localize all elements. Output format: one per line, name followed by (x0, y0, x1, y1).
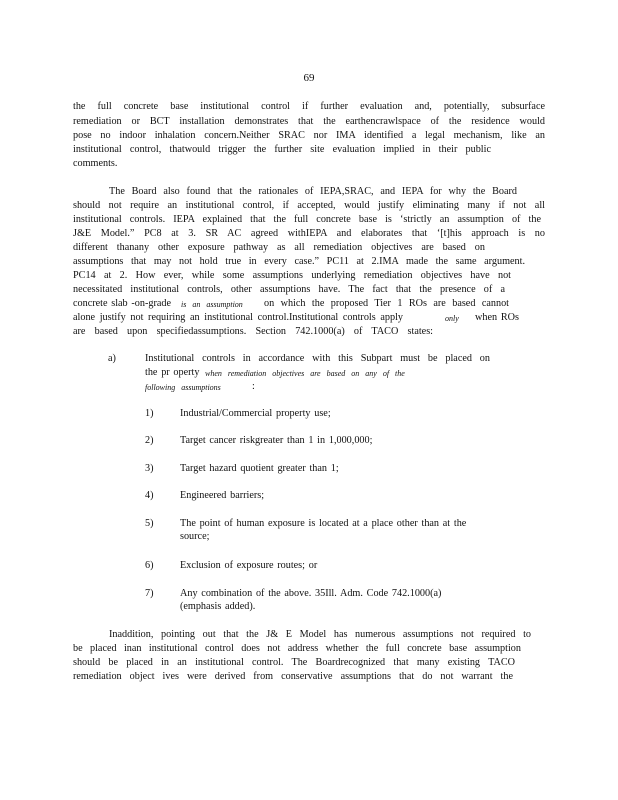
item-a-line-3-colon: : (252, 381, 255, 392)
item-a-line-2-italic: when remediation objectives are based on any of the (205, 369, 405, 378)
paragraph-2-line-8: necessitated institutional controls, other assumptions have. The fact that the presence of a (73, 284, 505, 295)
paragraph-3-line-4: remediation object ives were derived from conservative assumptions that do not warrant the (73, 671, 513, 682)
sub-item-6-number: 6) (145, 560, 154, 571)
paragraph-2-line-2: should not require an institutional control, if accepted, would justify eliminating many if not all (73, 200, 545, 211)
paragraph-2-line-10-italic: only (445, 314, 459, 323)
paragraph-2-line-11: are based upon specifiedassumptions. Section 742.1000(a) of TACO states: (73, 326, 433, 337)
paragraph-2-line-4: J&E Model.” PC8 at 3. SR AC agreed withIEPA and elaborates that ‘[t]his approach is no (73, 228, 545, 239)
item-a-line-3-italic: following assumptions (145, 383, 221, 392)
paragraph-2-line-10-start: alone justify not requiring an institutional control.Institutional controls apply (73, 312, 403, 323)
paragraph-3-line-3: should be placed in an institutional control. The Boardrecognized that many existing TACO (73, 657, 515, 668)
paragraph-2-line-3: institutional controls. IEPA explained that the full concrete base is ‘strictly an assumption of the (73, 214, 541, 225)
paragraph-3-line-2: be placed inan institutional control does not address whether the full concrete base assumption (73, 643, 521, 654)
sub-item-2-text: Target cancer riskgreater than 1 in 1,000,000; (180, 435, 373, 446)
paragraph-1-line-4: institutional control, thatwould trigger the further site evaluation implied in their public (73, 144, 491, 155)
paragraph-1-line-5: comments. (73, 158, 118, 169)
paragraph-2-line-9-italic: is an assumption (181, 300, 243, 309)
paragraph-2-line-10-end: when ROs (475, 312, 519, 323)
sub-item-3-text: Target hazard quotient greater than 1; (180, 463, 339, 474)
sub-item-2-number: 2) (145, 435, 154, 446)
paragraph-2-line-5: different thanany other exposure pathway as all remediation objectives are based on (73, 242, 485, 253)
paragraph-2-line-9-end: on which the proposed Tier 1 ROs are based cannot (264, 298, 509, 309)
sub-item-7-text-continued: (emphasis added). (180, 601, 256, 612)
item-a-line-2-prefix: the pr operty (145, 367, 200, 378)
paragraph-3-line-1: Inaddition, pointing out that the J& E Model has numerous assumptions not required to (109, 629, 531, 640)
sub-item-5-text-continued: source; (180, 531, 210, 542)
paragraph-1-line-1: the full concrete base institutional control if further evaluation and, potentially, subsurface (73, 101, 545, 112)
sub-item-1-text: Industrial/Commercial property use; (180, 408, 331, 419)
page-number: 69 (303, 72, 315, 84)
paragraph-2-line-9-start: concrete slab -on-grade (73, 298, 171, 309)
paragraph-1-line-2: remediation or BCT installation demonstrates that the earthencrawlspace of the residence would (73, 116, 545, 127)
sub-item-4-text: Engineered barriers; (180, 490, 265, 501)
paragraph-2-line-7: PC14 at 2. How ever, while some assumptions underlying remediation objectives have not (73, 270, 511, 281)
paragraph-1-line-3: pose no indoor inhalation concern.Neither SRAC nor IMA identified a legal mechanism, like an (73, 130, 545, 141)
sub-item-1-number: 1) (145, 408, 154, 419)
item-a-line-1: Institutional controls in accordance with this Subpart must be placed on (145, 353, 490, 364)
sub-item-5-text: The point of human exposure is located at a place other than at the (180, 518, 467, 529)
sub-item-6-text: Exclusion of exposure routes; or (180, 560, 318, 571)
paragraph-2-line-1: The Board also found that the rationales of IEPA,SRAC, and IEPA for why the Board (109, 186, 517, 197)
sub-item-7-number: 7) (145, 588, 154, 599)
sub-item-3-number: 3) (145, 463, 154, 474)
sub-item-5-number: 5) (145, 518, 154, 529)
sub-item-4-number: 4) (145, 490, 154, 501)
item-a-marker: a) (108, 353, 116, 364)
paragraph-2-line-6: assumptions that may not hold true in every case.” PC11 at 2.IMA made the same argument. (73, 256, 525, 267)
sub-item-7-text: Any combination of the above. 35Ill. Adm. Code 742.1000(a) (180, 588, 442, 599)
